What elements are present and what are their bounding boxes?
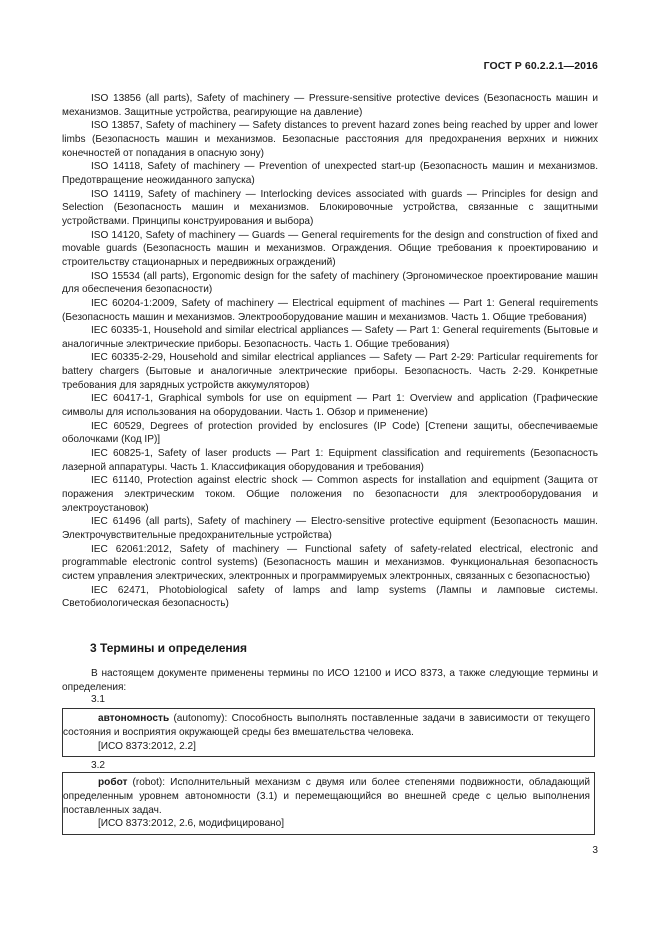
reference-item: IEC 60335-1, Household and similar electrical appliances — Safety — Part 1: General requirements (Бытовые и аналогичные электрические приборы. Безопасность. Часть 1. Общие требования) — [62, 325, 598, 350]
reference-item: IEC 60825-1, Safety of laser products — Part 1: Equipment classification and requirements (Безопасность лазерной аппаратуры. Часть 1. Классификация оборудования и требования) — [62, 448, 598, 473]
reference-item: IEC 60335-2-29, Household and similar electrical appliances — Safety — Part 2-29: Particular requirements for battery chargers (Бытовые и аналогичные электрические приборы. Безопасность. Часть 2-29. Конкретные требования для зарядных устройств аккумуляторов) — [62, 352, 598, 391]
term-definition-box — [62, 772, 595, 835]
section-intro: В настоящем документе применены термины по ИСО 12100 и ИСО 8373, а также следующие термины и определения: — [62, 668, 598, 693]
term-definition — [63, 776, 594, 817]
term-number: 3.1 — [91, 694, 106, 705]
reference-item: ISO 15534 (all parts), Ergonomic design for the safety of machinery (Эргономическое проектирование машин для обеспечения безопасности) — [62, 270, 598, 296]
reference-item: IEC 60417-1, Graphical symbols for use on equipment — Part 1: Overview and application (Графические символы для использования на оборудовании. Часть 1. Обзор и применение) — [62, 393, 598, 419]
term-name: автономность — [98, 713, 170, 724]
term-definition-text: (robot): Исполнительный механизм с двумя или более степенями подвижности, обладающий определенным уровнем автономности (3.1) и перемещающийся во внешней среде с целью выполнения поставленных задач. — [63, 777, 590, 816]
section-title: 3 Термины и определения — [90, 641, 248, 655]
term-number: 3.2 — [91, 760, 106, 771]
reference-item: IEC 60204-1:2009, Safety of machinery — Electrical equipment of machines — Part 1: General requirements (Безопасность машин и механизмов. Электрооборудование машин и механизмов. Часть 1. Общие требования) — [62, 297, 598, 323]
reference-item: IEC 62061:2012, Safety of machinery — Functional safety of safety-related electrical, electronic and programmable electronic control systems) (Безопасность машин и механизмов. Функциональная безопасность систем управления электрических, электронных и программируемых электронных, связанных с безопасностью) — [62, 543, 598, 582]
reference-item: ISO 14119, Safety of machinery — Interlocking devices associated with guards — Principles for design and Selection (Безопасность машин и механизмов. Блокировочные устройства, связанные с защитными устройствами. Принципы конструирования и выбора) — [62, 188, 598, 227]
reference-item: IEC 61496 (all parts), Safety of machinery — Electro-sensitive protective equipment (Безопасность машин. Электрочувствительные предохранительные устройства) — [62, 516, 598, 541]
term-source: [ИСО 8373:2012, 2.2] — [98, 740, 196, 752]
term-definition — [63, 712, 594, 740]
reference-item: ISO 14118, Safety of machinery — Prevention of unexpected start-up (Безопасность машин и механизмов. Предотвращение неожиданного запуска) — [62, 161, 598, 186]
normative-references-list — [62, 92, 598, 611]
document-header: ГОСТ Р 60.2.2.1—2016 — [483, 60, 598, 72]
term-source: [ИСО 8373:2012, 2.6, модифицировано] — [98, 818, 285, 830]
reference-item: IEC 60529, Degrees of protection provided by enclosures (IP Code) [Степени защиты, обеспечиваемые оболочками (Код IP)] — [62, 420, 598, 446]
term-definition-box — [62, 708, 595, 757]
reference-item: IEC 62471, Photobiological safety of lamps and lamp systems (Лампы и ламповые системы. Светобиологическая безопасность) — [62, 584, 598, 610]
term-definition-text: (autonomy): Способность выполнять поставленные задачи в зависимости от текущего состояния и восприятия окружающей среды без вмешательства человека. — [63, 713, 590, 738]
reference-item: ISO 13856 (all parts), Safety of machinery — Pressure-sensitive protective devices (Безопасность машин и механизмов. Защитные устройства, реагирующие на давление) — [62, 93, 598, 118]
page-number: 3 — [592, 845, 598, 856]
reference-item: ISO 14120, Safety of machinery — Guards — General requirements for the design and construction of fixed and movable guards (Безопасность машин и механизмов. Ограждения. Общие требования к проектированию и строительству стационарных и передвижных ограждений) — [62, 229, 598, 268]
reference-item: IEC 61140, Protection against electric shock — Common aspects for installation and equipment (Защита от поражения электрическим током. Общие положения по безопасности для электрооборудования и электроустановок) — [62, 475, 598, 514]
reference-item: ISO 13857, Safety of machinery — Safety distances to prevent hazard zones being reached by upper and lower limbs (Безопасность машин и механизмов. Безопасные расстояния для предохранения верхних и нижних конечностей от попадания в опасную зону) — [62, 120, 598, 159]
term-name: робот — [98, 777, 128, 788]
